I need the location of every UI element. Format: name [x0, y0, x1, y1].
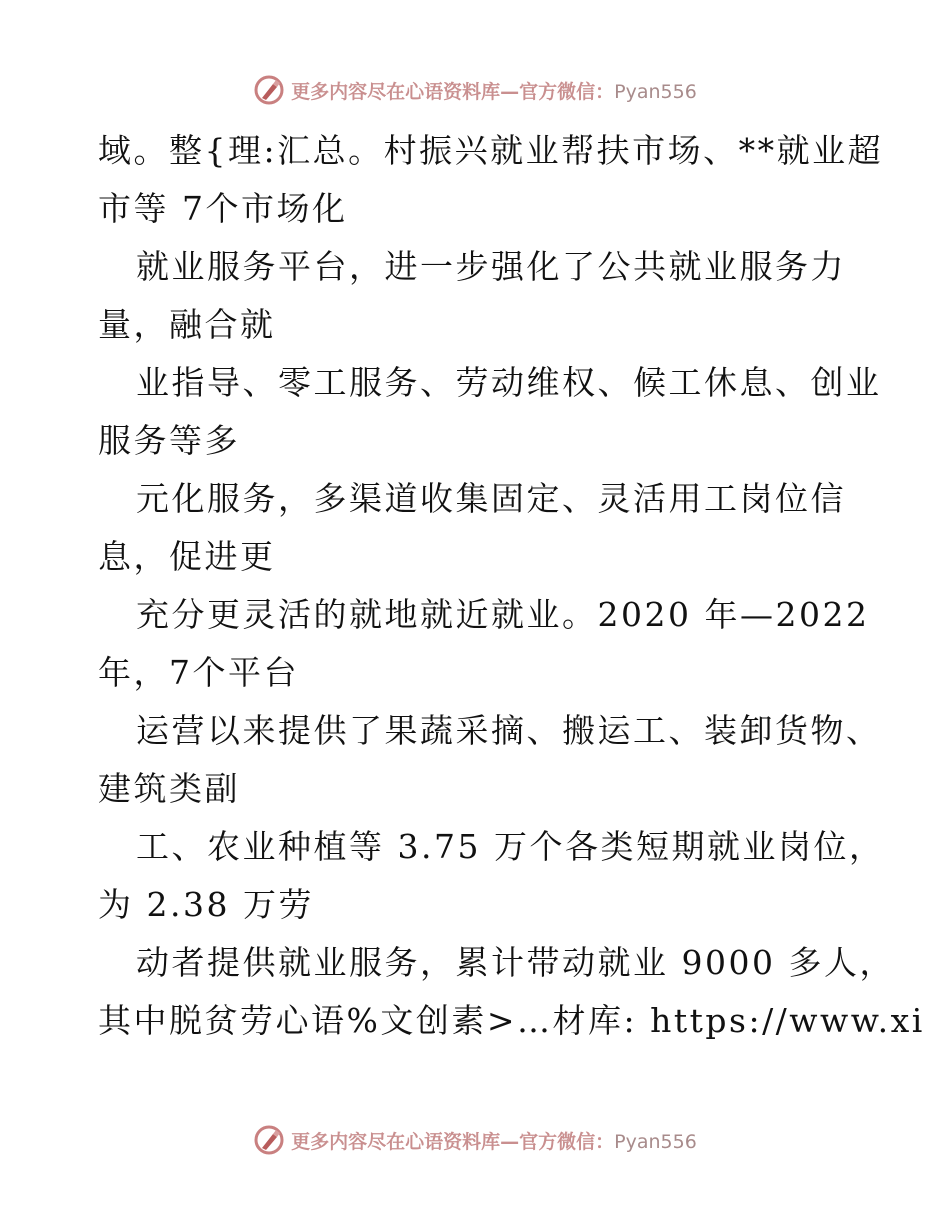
- watermark-text: 更多内容尽在心语资料库—官方微信：Pyan556: [291, 1130, 697, 1153]
- text-line: 息，促进更: [98, 537, 276, 576]
- text-line: 建筑类副: [98, 769, 240, 808]
- watermark-footer: [0, 1120, 950, 1160]
- text-line: 域。整{理:汇总。村振兴就业帮扶市场、**就业超: [98, 131, 884, 170]
- text-line: 市等 7个市场化: [98, 189, 348, 228]
- text-line: 为 2.38 万劳: [98, 885, 314, 924]
- text-line: 就业服务平台，进一步强化了公共就业服务力: [136, 247, 846, 286]
- document-body: [98, 122, 925, 1050]
- text-line: 业指导、零工服务、劳动维权、候工休息、创业: [136, 363, 882, 402]
- text-line: 运营以来提供了果蔬采摘、搬运工、装卸货物、: [136, 711, 882, 750]
- text-line: 年，7个平台: [98, 653, 299, 692]
- text-line: 量，融合就: [98, 305, 276, 344]
- watermark-header: [0, 70, 950, 110]
- fountain-pen-logo-icon: [253, 74, 285, 106]
- text-line: 动者提供就业服务，累计带动就业 9000 多人，: [136, 943, 895, 982]
- watermark-wechat-id: Pyan556: [614, 80, 697, 103]
- watermark-wechat-id: Pyan556: [614, 1130, 697, 1153]
- text-line: 元化服务，多渠道收集固定、灵活用工岗位信: [136, 479, 846, 518]
- text-line: 其中脱贫劳心语%文创素>…材库: https://www.xi: [98, 1001, 925, 1040]
- fountain-pen-logo-icon: [253, 1124, 285, 1156]
- watermark-text: 更多内容尽在心语资料库—官方微信：Pyan556: [291, 80, 697, 103]
- text-line: 充分更灵活的就地就近就业。2020 年—2022: [136, 595, 870, 634]
- text-line: 工、农业种植等 3.75 万个各类短期就业岗位，: [136, 827, 885, 866]
- text-line: 服务等多: [98, 421, 240, 460]
